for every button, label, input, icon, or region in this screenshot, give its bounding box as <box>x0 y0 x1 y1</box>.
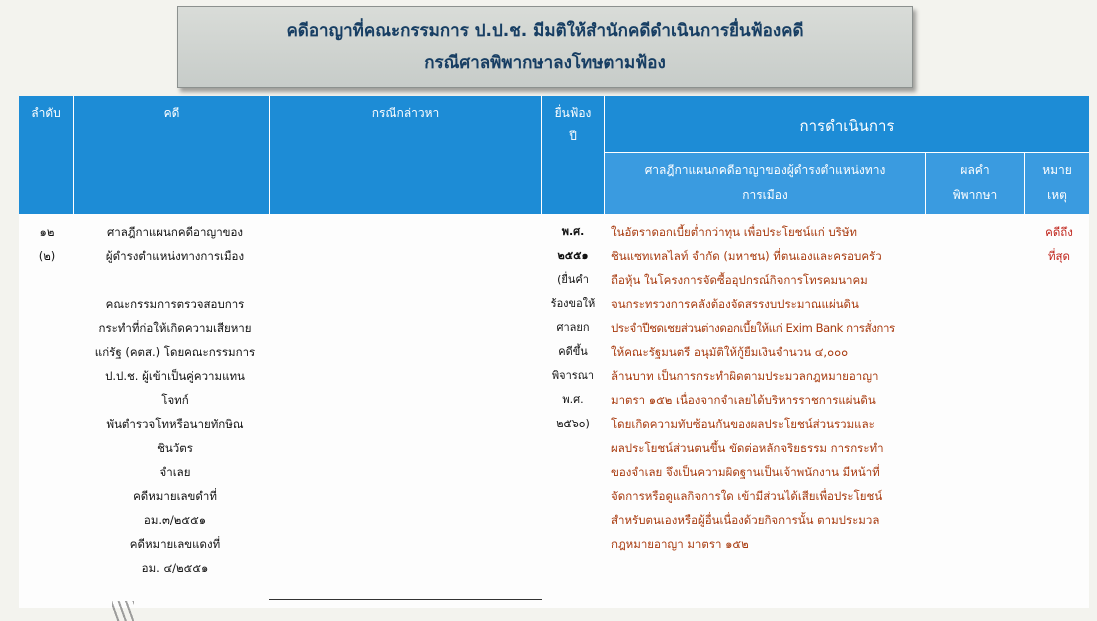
row-case <box>75 220 275 580</box>
case-line: แก่รัฐ (คตส.) โดยคณะกรรมการ <box>94 345 256 359</box>
header-verdict <box>926 153 1024 214</box>
action-line: จนกระทรวงการคลังต้องจัดสรรงบประมาณแผ่นดิน <box>611 297 859 311</box>
binder-hatch-mark <box>112 601 134 621</box>
filed-line: คดีขึ้น <box>558 345 588 358</box>
row-note <box>1031 220 1087 268</box>
action-line: มาตรา ๑๕๒ เนื่องจากจำเลยได้บริหารราชการแผ่นดิน <box>611 393 876 407</box>
header-note-label-1: หมาย <box>1042 163 1072 177</box>
case-line: ชินวัตร <box>157 441 193 455</box>
case-line: คดีหมายเลขดำที่ <box>133 489 217 503</box>
table-row <box>19 214 1089 608</box>
row-filed-year <box>543 220 603 436</box>
case-line: จำเลย <box>159 465 191 479</box>
action-line: ของจำเลย จึงเป็นความผิดฐานเป็นเจ้าพนักงาน มีหน้าที่ <box>611 465 880 479</box>
action-line: ให้คณะรัฐมนตรี อนุมัติให้กู้ยืมเงินจำนวน ๔,๐๐๐ <box>611 345 849 359</box>
case-table <box>19 96 1089 608</box>
header-filed-year <box>542 96 604 214</box>
action-line: กฎหมายอาญา มาตรา ๑๕๒ <box>611 537 749 551</box>
row-court-action <box>611 220 929 556</box>
case-line: ศาลฎีกาแผนกคดีอาญาของ <box>106 225 244 239</box>
note-line-2: ที่สุด <box>1047 249 1071 263</box>
header-year-label: ปี <box>569 129 577 143</box>
footnote-rule <box>269 599 542 600</box>
page-title-line2: กรณีศาลพิพากษาลงโทษตามฟ้อง <box>424 53 666 73</box>
header-operation-label: การดำเนินการ <box>799 117 895 135</box>
header-court <box>605 153 925 214</box>
action-line: ผลประโยชน์ส่วนตนขึ้น ขัดต่อหลักจริยธรรม การกระทำ <box>611 441 884 455</box>
filed-line: พ.ศ. <box>561 225 585 238</box>
action-line: ประจำปีชดเชยส่วนต่างดอกเบี้ยให้แก่ Exim Bank การสั่งการ <box>611 321 895 335</box>
filed-line: ๒๕๕๑ <box>557 249 589 262</box>
case-line: คดีหมายเลขแดงที่ <box>129 537 221 551</box>
action-line: สำหรับตนเองหรือผู้อื่นเนื่องด้วยกิจการนั้น ตามประมวล <box>611 513 880 527</box>
header-verdict-label-1: ผลคำ <box>960 163 990 177</box>
header-verdict-label-2: พิพากษา <box>952 188 998 202</box>
row-seq <box>23 220 71 268</box>
header-filed-label: ยื่นฟ้อง <box>554 106 592 120</box>
page-title-box <box>177 6 913 88</box>
page-title-line1: คดีอาญาที่คณะกรรมการ ป.ป.ช. มีมติให้สำนักคดีดำเนินการยื่นฟ้องคดี <box>286 21 804 41</box>
case-line: โจทก์ <box>161 393 189 407</box>
filed-line: ร้องขอให้ <box>550 297 596 310</box>
header-charge-label: กรณีกล่าวหา <box>371 106 440 120</box>
action-line: ชินแซทเทลไลท์ จำกัด (มหาชน) ที่ตนเองและครอบครัว <box>611 249 882 263</box>
header-case <box>74 96 269 214</box>
case-line: ผู้ดำรงตำแหน่งทางการเมือง <box>105 249 245 263</box>
filed-line: ศาลยก <box>556 321 590 334</box>
filed-line: พ.ศ. <box>562 393 584 406</box>
header-operation <box>605 96 1089 152</box>
note-line-1: คดีถึง <box>1045 225 1073 239</box>
row-seq-sub: (๒) <box>38 249 56 263</box>
case-line: คณะกรรมการตรวจสอบการ <box>105 297 245 311</box>
action-line: โดยเกิดความทับซ้อนกันของผลประโยชน์ส่วนรวมและ <box>611 417 875 431</box>
header-note <box>1025 153 1089 214</box>
filed-line: ๒๕๖๐) <box>556 417 590 430</box>
case-line: อม. ๔/๒๕๕๑ <box>141 561 209 575</box>
action-line: จัดการหรือดูแลกิจการใด เข้ามีส่วนได้เสียเพื่อประโยชน์ <box>611 489 883 503</box>
header-note-label-2: เหตุ <box>1047 188 1067 202</box>
header-court-label-1: ศาลฎีกาแผนกคดีอาญาของผู้ดำรงตำแหน่งทาง <box>644 163 886 177</box>
case-line-spacer <box>75 268 275 292</box>
filed-line: พิจารณา <box>551 369 595 382</box>
header-charge <box>270 96 541 214</box>
header-case-label: คดี <box>163 106 180 120</box>
filed-line: (ยื่นคำ <box>557 273 589 286</box>
case-line: อม.๓/๒๕๕๑ <box>143 513 207 527</box>
row-seq-number: ๑๒ <box>39 225 55 239</box>
case-line: พันตำรวจโทหรือนายทักษิณ <box>106 417 244 431</box>
case-line: กระทำที่ก่อให้เกิดความเสียหาย <box>98 321 252 335</box>
header-court-label-2: การเมือง <box>742 188 788 202</box>
header-seq <box>19 96 73 214</box>
header-seq-label: ลำดับ <box>31 106 61 120</box>
action-line: ในอัตราดอกเบี้ยต่ำกว่าทุน เพื่อประโยชน์แก่ บริษัท <box>611 225 858 239</box>
case-line: ป.ป.ช. ผู้เข้าเป็นคู่ความแทน <box>105 369 245 383</box>
action-line: ถือหุ้น ในโครงการจัดซื้ออุปกรณ์กิจการโทรคมนาคม <box>611 273 868 287</box>
action-line: ล้านบาท เป็นการกระทำผิดตามประมวลกฎหมายอาญา <box>611 369 879 383</box>
